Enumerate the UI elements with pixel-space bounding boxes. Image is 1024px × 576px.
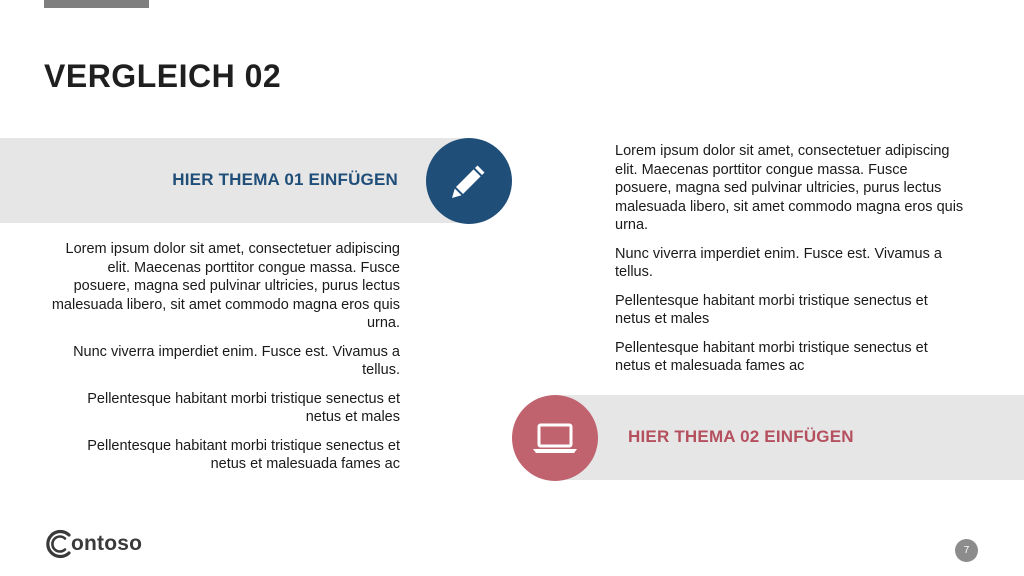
topic-1-icon-circle bbox=[426, 138, 512, 224]
topic-2-paragraph: Lorem ipsum dolor sit amet, consectetuer adipiscing elit. Maecenas porttitor congue massa. Fusce posuere, magna sed pulvinar ultricies, purus lectus malesuada libero, sit amet commodo magna eros quis urna. bbox=[615, 143, 964, 233]
topic-1-text bbox=[50, 240, 400, 484]
topic-2-paragraph: Pellentesque habitant morbi tristique senectus et netus et males bbox=[615, 292, 928, 327]
logo-text: ontoso bbox=[71, 532, 143, 555]
topic-2-heading: HIER THEMA 02 EINFÜGEN bbox=[628, 427, 854, 446]
topic-1-paragraph: Lorem ipsum dolor sit amet, consectetuer adipiscing elit. Maecenas porttitor congue massa. Fusce posuere, magna sed pulvinar ultricies, purus lectus malesuada libero, sit amet commodo magna eros quis urna. bbox=[51, 241, 400, 331]
topic-2-text bbox=[615, 142, 965, 386]
top-accent-bar bbox=[44, 0, 149, 8]
topic-1-paragraph: Nunc viverra imperdiet enim. Fusce est. Vivamus a tellus. bbox=[73, 343, 400, 378]
laptop-icon bbox=[530, 420, 580, 456]
topic-2-paragraph: Pellentesque habitant morbi tristique senectus et netus et malesuada fames ac bbox=[615, 339, 928, 374]
topic-1-paragraph: Pellentesque habitant morbi tristique senectus et netus et males bbox=[87, 390, 400, 425]
topic-2-icon-circle bbox=[512, 395, 598, 481]
page-number-badge: 7 bbox=[955, 539, 978, 562]
topic-2-paragraph: Nunc viverra imperdiet enim. Fusce est. Vivamus a tellus. bbox=[615, 245, 942, 280]
topic-1-heading: HIER THEMA 01 EINFÜGEN bbox=[172, 170, 398, 189]
page-title: VERGLEICH 02 bbox=[44, 58, 282, 94]
topic-1-paragraph: Pellentesque habitant morbi tristique senectus et netus et malesuada fames ac bbox=[87, 437, 400, 472]
contoso-logo bbox=[42, 527, 142, 561]
pencil-icon bbox=[447, 159, 491, 203]
